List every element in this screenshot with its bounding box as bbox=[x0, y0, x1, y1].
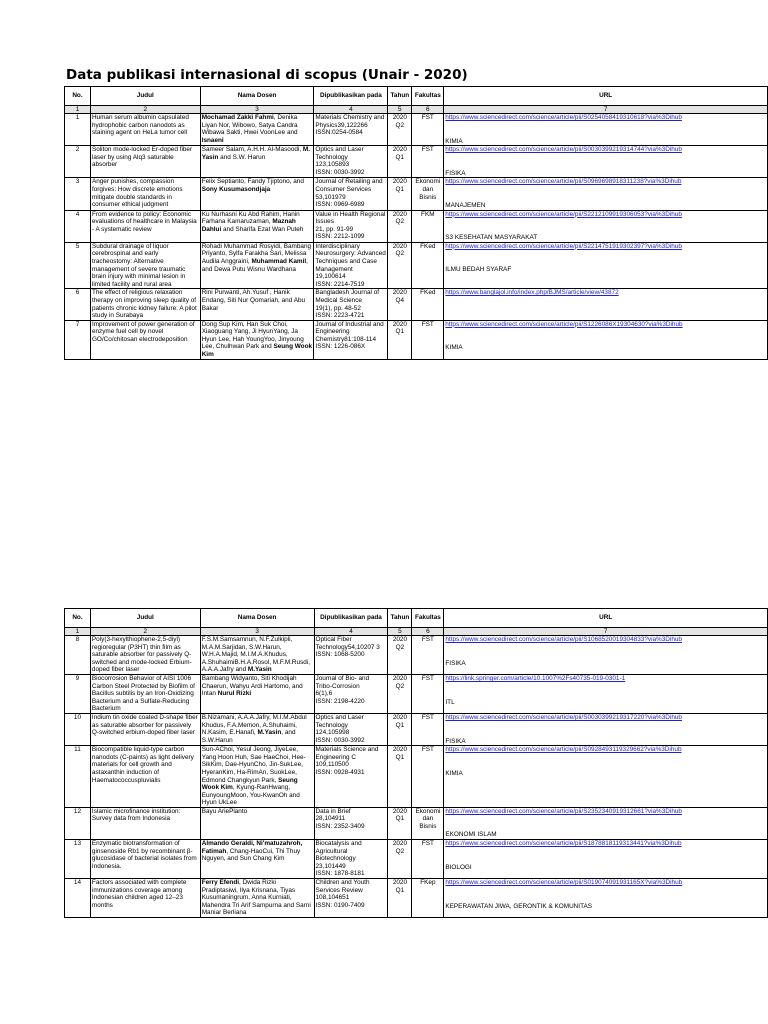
cell-url bbox=[444, 114, 768, 146]
col-header-url: URL bbox=[444, 609, 768, 628]
cell-tahun: 2020 Q1 bbox=[388, 879, 412, 918]
cell-url bbox=[444, 879, 768, 918]
cell-tahun: 2020 Q2 bbox=[388, 114, 412, 146]
url-link[interactable]: https://www.sciencedirect.com/science/article/pii/S0969698918311238?via%3Dihub bbox=[445, 178, 682, 186]
cell-tahun: 2020 Q2 bbox=[388, 840, 412, 879]
col-header-judul: Judul bbox=[90, 87, 200, 106]
cell-no: 4 bbox=[65, 210, 91, 242]
cell-url bbox=[444, 746, 768, 808]
table-row bbox=[65, 242, 768, 289]
cell-dipublikasikan: Value in Health Regional Issues 21, pp. 91-99 ISSN: 2212-1099 bbox=[314, 210, 388, 242]
url-link[interactable]: https://www.sciencedirect.com/science/article/pii/S0254058419310618?via%3Dihub bbox=[445, 114, 682, 121]
cell-judul: Poly(3-hexylthiophene-2,5-diyl) regioregular (P3HT) thin film as saturable absorber for passively Q-switched and mode-locked Erbium-doped fiber laser bbox=[90, 636, 200, 675]
col-number: 5 bbox=[388, 628, 412, 636]
table-row bbox=[65, 807, 768, 839]
col-header-no: No. bbox=[65, 609, 91, 628]
col-header-url: URL bbox=[444, 87, 768, 106]
cell-tahun: 2020 Q2 bbox=[388, 242, 412, 289]
department-label: FISIKA bbox=[445, 737, 466, 745]
cell-tahun: 2020 Q1 bbox=[388, 146, 412, 178]
url-link[interactable]: https://www.sciencedirect.com/science/article/pii/S2212109919306053?via%3Dihub bbox=[445, 210, 682, 218]
cell-no: 14 bbox=[65, 879, 91, 918]
cell-no: 1 bbox=[65, 114, 91, 146]
cell-fakultas: Ekonomi dan Bisnis bbox=[412, 807, 444, 839]
cell-nama-dosen: Rohadi Muhammad Rosyidi, Bambang Priyanto, Sylfa Farakha Sari, Melissa Audila Anggraini, Muhammad Kamil, and Dewa Putu Wisnu Wardhana bbox=[200, 242, 314, 289]
column-number-row bbox=[65, 106, 768, 114]
publication-table-2 bbox=[64, 608, 768, 918]
department-label: FISIKA bbox=[445, 659, 466, 667]
department-label: KIMIA bbox=[445, 769, 463, 777]
cell-no: 13 bbox=[65, 840, 91, 879]
department-label: KIMIA bbox=[445, 137, 463, 145]
table-row bbox=[65, 879, 768, 918]
table-row bbox=[65, 210, 768, 242]
cell-dipublikasikan: Children and Youth Services Review 108,104651 ISSN: 0190-7409 bbox=[314, 879, 388, 918]
cell-url bbox=[444, 178, 768, 210]
cell-dipublikasikan: Interdisciplinary Neurosurgery: Advanced Techniques and Case Management 19,100614 ISSN: 2214-7519 bbox=[314, 242, 388, 289]
department-label: FISIKA bbox=[445, 169, 466, 177]
cell-fakultas: FKep bbox=[412, 879, 444, 918]
cell-no: 3 bbox=[65, 178, 91, 210]
url-link[interactable]: https://www.sciencedirect.com/science/article/pii/S0928493119329662?via%3Dihub bbox=[445, 746, 682, 754]
cell-fakultas: FST bbox=[412, 746, 444, 808]
cell-nama-dosen: Bambang Widyanto, Siti Khodijah Chaerun, Wahyu Ardi Hartomo, and Intan Nurul Rizki bbox=[200, 674, 314, 713]
cell-no: 5 bbox=[65, 242, 91, 289]
department-label: ILMU BEDAH SYARAF bbox=[445, 266, 512, 274]
col-header-tahun: Tahun bbox=[388, 609, 412, 628]
col-number: 1 bbox=[65, 106, 91, 114]
col-number: 2 bbox=[90, 106, 200, 114]
cell-fakultas: Ekonomi dan Bisnis bbox=[412, 178, 444, 210]
cell-no: 11 bbox=[65, 746, 91, 808]
cell-judul: Human serum albumin capsulated hydrophobic carbon nanodots as staining agent on HeLa tumor cell bbox=[90, 114, 200, 146]
col-header-fakultas: Fakultas bbox=[412, 609, 444, 628]
cell-judul: The effect of religious relaxation therapy on improving sleep quality of patients chronic kidney failure: A pilot study in Surabaya bbox=[90, 289, 200, 320]
cell-judul: Biocorrosion Behavior of AISI 1006 Carbon Steel Protected by Biofilm of Bacillus subtilis by an Iron-Oxidizing Bacterium and a Sulfate-Reducing Bacterium bbox=[90, 674, 200, 713]
cell-url bbox=[444, 320, 768, 359]
cell-nama-dosen: Rini Purwanti, Ah.Yusuf , Hanik Endang, Siti Nur Qomariah, and Abu Bakar bbox=[200, 289, 314, 320]
cell-dipublikasikan: Bangladesh Journal of Medical Science 19(1), pp. 48-52 ISSN: 2223-4721 bbox=[314, 289, 388, 320]
cell-nama-dosen: Mochamad Zakki Fahmi, Denika Liyan Nor, Wibowo, Satya Candra Wibawa Sakti, Hwei VoonLee and Isnaeni bbox=[200, 114, 314, 146]
col-number: 4 bbox=[314, 628, 388, 636]
department-label: BIOLOGI bbox=[445, 863, 472, 871]
cell-fakultas: FKM bbox=[412, 210, 444, 242]
table-row bbox=[65, 840, 768, 879]
col-number: 1 bbox=[65, 628, 91, 636]
url-link[interactable]: https://www.sciencedirect.com/science/article/pii/S0030399219317220?via%3Dihub bbox=[445, 713, 682, 721]
col-header-no: No. bbox=[65, 87, 91, 106]
table-row bbox=[65, 289, 768, 320]
cell-nama-dosen: Sun-AChoi, Yesul Jeong, JiyeLee, Yang Hoon Huh, Sae HaeChoi, Hee-SikKim, Dae-HyunCho, Jin-SukLee, HyeranKim, Ha-RimAn, SuokLee, Edmond Changkyun Park, Seung Wook Kim, Kyung-RanHwang, EunyoungMoon, You-KwanOh and Hyun UkLee bbox=[200, 746, 314, 808]
table-body bbox=[65, 114, 768, 360]
department-label: ITL bbox=[445, 698, 455, 706]
cell-tahun: 2020 Q1 bbox=[388, 713, 412, 745]
cell-dipublikasikan: Journal of Industrial and Engineering Chemistry81:108-114 ISSN: 1226-086X bbox=[314, 320, 388, 359]
cell-fakultas: FKed bbox=[412, 289, 444, 320]
url-link[interactable]: https://link.springer.com/article/10.1007%2Fs40735-019-0301-1 bbox=[445, 674, 626, 682]
cell-nama-dosen: Almando Geraldi, Ni'matuzahroh, Fatimah, Chang-HaoCui, Thi Thuy Nguyen, and Sun Chang Kim bbox=[200, 840, 314, 879]
table-row bbox=[65, 713, 768, 745]
cell-url bbox=[444, 636, 768, 675]
table-row bbox=[65, 746, 768, 808]
cell-judul: Factors associated with complete immunizations coverage among Indonesian children aged 12–23 months bbox=[90, 879, 200, 918]
cell-url bbox=[444, 242, 768, 289]
cell-tahun: 2020 Q1 bbox=[388, 807, 412, 839]
cell-fakultas: FST bbox=[412, 636, 444, 675]
cell-no: 2 bbox=[65, 146, 91, 178]
cell-no: 12 bbox=[65, 807, 91, 839]
cell-tahun: 2020 Q2 bbox=[388, 210, 412, 242]
col-number: 5 bbox=[388, 106, 412, 114]
url-link[interactable]: https://www.sciencedirect.com/science/article/pii/S019074091931165X?via%3Dihub bbox=[445, 879, 683, 887]
cell-dipublikasikan: Journal of Bio- and Tribo-Corrosion 6(1),6 ISSN: 2198-4220 bbox=[314, 674, 388, 713]
url-link[interactable]: https://www.sciencedirect.com/science/article/pii/S1878818119313441?via%3Dihub bbox=[445, 840, 682, 848]
col-header-dipublikasikan: Dipublikasikan pada bbox=[314, 87, 388, 106]
url-link[interactable]: https://www.sciencedirect.com/science/article/pii/S2214751919302397?via%3Dihub bbox=[445, 242, 682, 250]
cell-judul: Indium tin oxide coated D-shape fiber as saturable absorber for passively Q-switched erbium-doped fiber laser bbox=[90, 713, 200, 745]
cell-no: 6 bbox=[65, 289, 91, 320]
col-header-tahun: Tahun bbox=[388, 87, 412, 106]
col-header-nama-dosen: Nama Dosen bbox=[200, 87, 314, 106]
url-link[interactable]: https://www.sciencedirect.com/science/article/pii/S1068520019304833?via%3Dihub bbox=[445, 636, 682, 643]
cell-fakultas: FST bbox=[412, 840, 444, 879]
cell-nama-dosen: Ferry Efendi, Dwida Rizki Pradiptasiwi, Ilya Krisnana, Tiyas Kusumaningrum, Anna Kurniati, Mahendra Tri Arif Sampurna and Sarni Maniar Berliana bbox=[200, 879, 314, 918]
cell-judul: Biocompatible liquid-type carbon nanodots (C-paints) as light delivery materials for cell growth and astaxanthin induction of Haematococcuspluvialis bbox=[90, 746, 200, 808]
table-row bbox=[65, 146, 768, 178]
col-number: 7 bbox=[444, 628, 768, 636]
department-label: KIMIA bbox=[445, 344, 463, 352]
col-number: 6 bbox=[412, 628, 444, 636]
table-body bbox=[65, 636, 768, 918]
cell-tahun: 2020 Q1 bbox=[388, 746, 412, 808]
cell-no: 7 bbox=[65, 320, 91, 359]
cell-url bbox=[444, 807, 768, 839]
cell-dipublikasikan: Biocatalysis and Agricultural Biotechnology 23,101449 ISSN: 1878-8181 bbox=[314, 840, 388, 879]
table-row bbox=[65, 178, 768, 210]
col-header-nama-dosen: Nama Dosen bbox=[200, 609, 314, 628]
cell-judul: Soliton mode-locked Er-doped fiber laser by using Alq3 saturable absorber bbox=[90, 146, 200, 178]
cell-fakultas: FKed bbox=[412, 242, 444, 289]
url-link[interactable]: https://www.banglajol.info/index.php/BJMS/article/view/43872 bbox=[445, 289, 619, 297]
cell-judul: Anger punishes, compassion forgives: How discrete emotions mitigate double standards in consumer ethical judgment bbox=[90, 178, 200, 210]
cell-tahun: 2020 Q4 bbox=[388, 289, 412, 320]
cell-url bbox=[444, 674, 768, 713]
header-row bbox=[65, 609, 768, 628]
cell-fakultas: FST bbox=[412, 320, 444, 359]
cell-nama-dosen: F.S.M.Samsamnun, N.F.Zulkipli, M.A.M.Sarjidan, S.W.Harun, W.H.A.Majid, M.I.M.A.Khudus, A.ShuhaimiB.H.A.Rosol, M.F.M.Rusdi, A.A.A.Jafry and M.Yasin bbox=[200, 636, 314, 675]
col-number: 6 bbox=[412, 106, 444, 114]
cell-tahun: 2020 Q2 bbox=[388, 636, 412, 675]
page-title: Data publikasi internasional di scopus (Unair - 2020) bbox=[66, 67, 468, 83]
cell-url bbox=[444, 713, 768, 745]
url-link[interactable]: https://www.sciencedirect.com/science/article/pii/S1226086X19304630?via%3Dihub bbox=[445, 320, 683, 328]
cell-url bbox=[444, 210, 768, 242]
cell-judul: Enzymatic biotransformation of ginsenoside Rb1 by recombinant β-glucosidase of bacterial isolates from Indonesia. bbox=[90, 840, 200, 879]
col-number: 3 bbox=[200, 106, 314, 114]
publication-table-1 bbox=[64, 86, 768, 360]
cell-dipublikasikan: Journal of Retailing and Consumer Services 53,101979 ISSN: 0969-6989 bbox=[314, 178, 388, 210]
department-label: MANAJEMEN bbox=[445, 201, 486, 209]
table-row bbox=[65, 636, 768, 675]
url-link[interactable]: https://www.sciencedirect.com/science/article/pii/S0030399219314744?via%3Dihub bbox=[445, 146, 682, 154]
department-label: KEPERAWATAN JIWA, GERONTIK & KOMUNITAS bbox=[445, 902, 593, 910]
cell-fakultas: FST bbox=[412, 146, 444, 178]
url-link[interactable]: https://www.sciencedirect.com/science/article/pii/S2352340919312661?via%3Dihub bbox=[445, 807, 682, 815]
cell-dipublikasikan: Data in Brief 28,104911 ISSN: 2352-3409 bbox=[314, 807, 388, 839]
cell-dipublikasikan: Optical Fiber Technology54,10207 3 ISSN: 1068-5200 bbox=[314, 636, 388, 675]
cell-tahun: 2020 Q2 bbox=[388, 674, 412, 713]
col-number: 4 bbox=[314, 106, 388, 114]
column-number-row bbox=[65, 628, 768, 636]
cell-nama-dosen: B.Nizamani, A.A.A.Jafry, M.I.M.Abdul Khudus, F.A.Memon, A.Shuhaimi, N.Kasim, E.Hanafi, M.Yasin, and S.W.Harun bbox=[200, 713, 314, 745]
cell-fakultas: FST bbox=[412, 713, 444, 745]
cell-tahun: 2020 Q1 bbox=[388, 320, 412, 359]
cell-nama-dosen: Dong Sup Kim, Han Suk Choi, Xiaoguang Yang, Ji HyunYang, Ja Hyun Lee, Hah YoungYoo, Jinyoung Lee, Chulhwan Park and Seung Wook Kim bbox=[201, 320, 313, 359]
cell-fakultas: FST bbox=[412, 114, 444, 146]
cell-no: 9 bbox=[65, 674, 91, 713]
cell-nama-dosen: Bayu AriePlanto bbox=[200, 807, 314, 839]
department-label: S3 KESEHATAN MASYARAKAT bbox=[445, 234, 538, 242]
cell-dipublikasikan: Optics and Laser Technology 124,105998 ISSN: 0030-3992 bbox=[314, 713, 388, 745]
col-number: 7 bbox=[444, 106, 768, 114]
cell-dipublikasikan: Materials Science and Engineering C 109,110500 ISSN: 0928-4931 bbox=[314, 746, 388, 808]
col-number: 2 bbox=[90, 628, 200, 636]
cell-url bbox=[444, 146, 768, 178]
cell-judul: Improvement of power generation of enzyme fuel cell by novel GO/Co/chitosan electrodeposition bbox=[90, 320, 200, 359]
cell-judul: Subdural drainage of liquor cerebrospinal and early tracheostomy: Alternative management of severe traumatic brain injury with minimal lesion in limited facility and rural area bbox=[90, 242, 200, 289]
department-label: EKONOMI ISLAM bbox=[445, 831, 497, 839]
cell-nama-dosen: Ku Nurhasni Ku Abd Rahim, Hanin Farhana Kamaruzaman, Maznah Dahlui and Sharifa Ezat Wan Puteh bbox=[200, 210, 314, 242]
col-header-dipublikasikan: Dipublikasikan pada bbox=[314, 609, 388, 628]
cell-url bbox=[444, 289, 768, 320]
cell-nama-dosen: Sameer Salam, A.H.H. Al-Masoodi, M. Yasin and S.W. Harun bbox=[200, 146, 314, 178]
cell-tahun: 2020 Q1 bbox=[388, 178, 412, 210]
col-header-fakultas: Fakultas bbox=[412, 87, 444, 106]
table-row bbox=[65, 114, 768, 146]
cell-nama-dosen: Felix Septianto, Fandy Tjiptono, and Sony Kusumasondjaja bbox=[200, 178, 314, 210]
cell-no: 8 bbox=[65, 636, 91, 675]
col-header-judul: Judul bbox=[90, 609, 200, 628]
cell-fakultas: FST bbox=[412, 674, 444, 713]
cell-judul: From evidence to policy: Economic evaluations of healthcare in Malaysia - A systematic review bbox=[90, 210, 200, 242]
header-row bbox=[65, 87, 768, 106]
cell-judul: Islamic microfinance institution: Survey data from Indonesia bbox=[90, 807, 200, 839]
cell-dipublikasikan: Optics and Laser Technology 123,105893 ISSN: 0030-3992 bbox=[314, 146, 388, 178]
cell-url bbox=[444, 840, 768, 879]
table-row bbox=[65, 674, 768, 713]
table-row bbox=[65, 320, 768, 359]
cell-dipublikasikan: Materials Chemistry and Physics39,122266 ISSN:0254-0584 bbox=[314, 114, 388, 146]
col-number: 3 bbox=[200, 628, 314, 636]
cell-no: 10 bbox=[65, 713, 91, 745]
